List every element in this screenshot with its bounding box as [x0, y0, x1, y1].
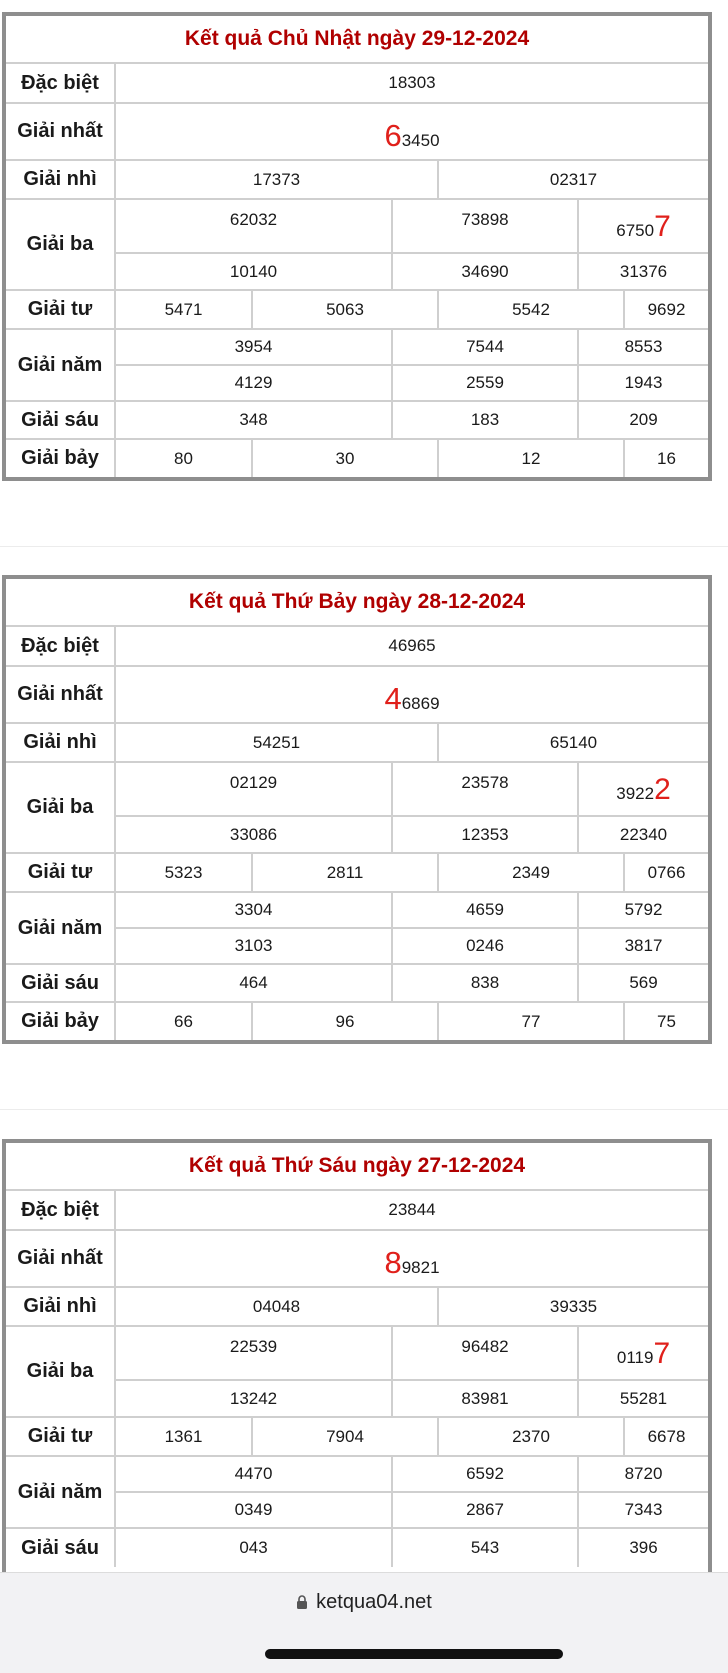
url-text: ketqua04.net [316, 1591, 432, 1613]
value-cell: 348 [116, 402, 393, 438]
row-giai-ba [6, 1327, 708, 1418]
value-cell: 0766 [647, 862, 686, 882]
label-giai-tu: Giải tư [6, 1418, 116, 1455]
value-cell: 77 [439, 1003, 625, 1040]
value-cell: 4129 [116, 366, 393, 400]
value-cell: 5471 [116, 291, 253, 328]
value-cell: 55281 [619, 1388, 668, 1408]
value-dac-biet: 18303 [388, 73, 436, 92]
value-cell-highlight [579, 763, 708, 815]
label-giai-nhi: Giải nhì [6, 1288, 116, 1325]
row-giai-nam [6, 330, 708, 402]
value-dac-biet: 46965 [388, 636, 436, 655]
value-cell: 23578 [393, 763, 579, 815]
value-cell: 5542 [439, 291, 625, 328]
result-card-2 [2, 575, 712, 1044]
card-title: Kết quả Chủ Nhật ngày 29-12-2024 [6, 16, 708, 64]
label-giai-tu: Giải tư [6, 291, 116, 328]
row-giai-tu [6, 1418, 708, 1457]
label-giai-nhat: Giải nhất [6, 104, 116, 159]
value-cell: 4659 [393, 893, 579, 927]
label-giai-nhi: Giải nhì [6, 724, 116, 761]
label-giai-nam: Giải năm [6, 1457, 116, 1527]
highlight-digit: 7 [654, 210, 671, 243]
label-giai-sau: Giải sáu [6, 402, 116, 438]
value-cell: 3954 [116, 330, 393, 364]
divider [0, 1109, 728, 1110]
value-cell: 2811 [253, 854, 439, 891]
value-cell: 62032 [116, 200, 393, 252]
row-giai-nhi [6, 1288, 708, 1327]
label-giai-tu: Giải tư [6, 854, 116, 891]
value-rest: 6869 [401, 694, 440, 713]
value-cell-highlight [579, 200, 708, 252]
value-cell: 1943 [624, 373, 663, 392]
label-giai-nhi: Giải nhì [6, 161, 116, 198]
value-cell: 31376 [619, 261, 668, 281]
value-cell: 13242 [116, 1381, 393, 1416]
highlight-digit: 2 [654, 773, 671, 806]
value-cell: 73898 [393, 200, 579, 252]
row-giai-bay [6, 440, 708, 477]
value-cell: 3103 [116, 929, 393, 963]
row-giai-sau [6, 402, 708, 440]
row-giai-nhi [6, 161, 708, 200]
result-card-1 [2, 12, 712, 481]
value-rest: 3922 [616, 784, 655, 803]
value-cell: 2559 [393, 366, 579, 400]
value-cell: 838 [393, 965, 579, 1001]
value-cell: 7904 [253, 1418, 439, 1455]
value-cell: 543 [393, 1529, 579, 1567]
value-rest: 9821 [401, 1258, 440, 1277]
value-giai-nhat [116, 1231, 708, 1286]
value-giai-nhat [116, 667, 708, 722]
value-cell: 6592 [393, 1457, 579, 1491]
row-giai-nam [6, 1457, 708, 1529]
value-cell: 183 [393, 402, 579, 438]
value-cell: 12 [439, 440, 625, 477]
label-dac-biet: Đặc biệt [6, 1191, 116, 1229]
value-cell: 2370 [439, 1418, 625, 1455]
lock-icon [296, 1595, 308, 1609]
label-giai-ba: Giải ba [6, 763, 116, 852]
value-cell: 34690 [393, 254, 579, 289]
value-cell: 1361 [116, 1418, 253, 1455]
label-giai-sau: Giải sáu [6, 1529, 116, 1567]
label-giai-sau: Giải sáu [6, 965, 116, 1001]
value-cell: 6678 [647, 1426, 686, 1446]
value-cell: 0349 [116, 1493, 393, 1527]
label-giai-nhat: Giải nhất [6, 667, 116, 722]
value-giai-nhat [116, 104, 708, 159]
label-giai-nam: Giải năm [6, 893, 116, 963]
value-cell: 02317 [549, 169, 598, 189]
value-cell: 39335 [549, 1296, 598, 1316]
value-cell: 0246 [393, 929, 579, 963]
home-indicator[interactable] [265, 1649, 563, 1659]
label-dac-biet: Đặc biệt [6, 627, 116, 665]
divider [0, 546, 728, 547]
value-cell: 396 [629, 1538, 658, 1557]
value-cell: 33086 [116, 817, 393, 852]
value-cell: 54251 [116, 724, 439, 761]
value-cell: 3304 [116, 893, 393, 927]
value-cell: 22340 [619, 824, 668, 844]
highlight-digit: 7 [653, 1337, 671, 1370]
value-cell: 9692 [647, 299, 686, 319]
value-cell: 2867 [393, 1493, 579, 1527]
value-cell: 10140 [116, 254, 393, 289]
value-cell: 65140 [549, 732, 598, 752]
row-dac-biet [6, 627, 708, 667]
value-cell: 16 [657, 448, 676, 468]
value-cell: 12353 [393, 817, 579, 852]
value-cell: 83981 [393, 1381, 579, 1416]
value-cell: 464 [116, 965, 393, 1001]
label-dac-biet: Đặc biệt [6, 64, 116, 102]
row-giai-bay [6, 1003, 708, 1040]
highlight-digit: 4 [384, 681, 402, 716]
label-giai-bay: Giải bảy [6, 1003, 116, 1040]
label-giai-ba: Giải ba [6, 1327, 116, 1416]
card-title: Kết quả Thứ Bảy ngày 28-12-2024 [6, 579, 708, 627]
row-giai-ba [6, 763, 708, 854]
value-dac-biet: 23844 [388, 1200, 436, 1219]
label-giai-nhat: Giải nhất [6, 1231, 116, 1286]
row-giai-nam [6, 893, 708, 965]
card-title: Kết quả Thứ Sáu ngày 27-12-2024 [6, 1143, 708, 1191]
value-cell: 8720 [624, 1464, 663, 1483]
value-rest: 0119 [616, 1348, 654, 1367]
row-giai-tu [6, 854, 708, 893]
value-cell: 5323 [116, 854, 253, 891]
value-cell: 75 [657, 1011, 676, 1031]
value-cell: 17373 [116, 161, 439, 198]
label-giai-nam: Giải năm [6, 330, 116, 400]
row-giai-ba [6, 200, 708, 291]
row-giai-sau [6, 1529, 708, 1567]
value-cell: 043 [116, 1529, 393, 1567]
row-giai-nhat [6, 667, 708, 724]
row-giai-nhat [6, 1231, 708, 1288]
result-card-3 [2, 1139, 712, 1619]
value-cell: 96482 [393, 1327, 579, 1379]
row-giai-nhi [6, 724, 708, 763]
browser-bottom-bar [0, 1572, 728, 1673]
value-cell: 02129 [116, 763, 393, 815]
label-giai-ba: Giải ba [6, 200, 116, 289]
value-cell: 22539 [116, 1327, 393, 1379]
highlight-digit: 8 [384, 1245, 402, 1280]
row-dac-biet [6, 64, 708, 104]
value-cell: 5792 [624, 900, 663, 919]
label-giai-bay: Giải bảy [6, 440, 116, 477]
value-cell: 80 [116, 440, 253, 477]
value-rest: 3450 [401, 131, 440, 150]
value-cell: 96 [253, 1003, 439, 1040]
row-dac-biet [6, 1191, 708, 1231]
highlight-digit: 6 [384, 118, 402, 153]
value-cell: 569 [629, 973, 658, 992]
value-cell: 209 [629, 410, 658, 429]
value-cell: 3817 [624, 936, 663, 955]
value-cell: 04048 [116, 1288, 439, 1325]
value-cell: 7544 [393, 330, 579, 364]
value-cell: 8553 [624, 337, 663, 356]
value-cell: 4470 [116, 1457, 393, 1491]
value-cell: 66 [116, 1003, 253, 1040]
row-giai-tu [6, 291, 708, 330]
value-cell: 7343 [624, 1500, 663, 1519]
row-giai-nhat [6, 104, 708, 161]
value-cell-highlight [579, 1327, 708, 1379]
value-cell: 5063 [253, 291, 439, 328]
row-giai-sau [6, 965, 708, 1003]
value-rest: 6750 [616, 221, 655, 240]
address-bar[interactable] [0, 1591, 728, 1614]
value-cell: 2349 [439, 854, 625, 891]
value-cell: 30 [253, 440, 439, 477]
